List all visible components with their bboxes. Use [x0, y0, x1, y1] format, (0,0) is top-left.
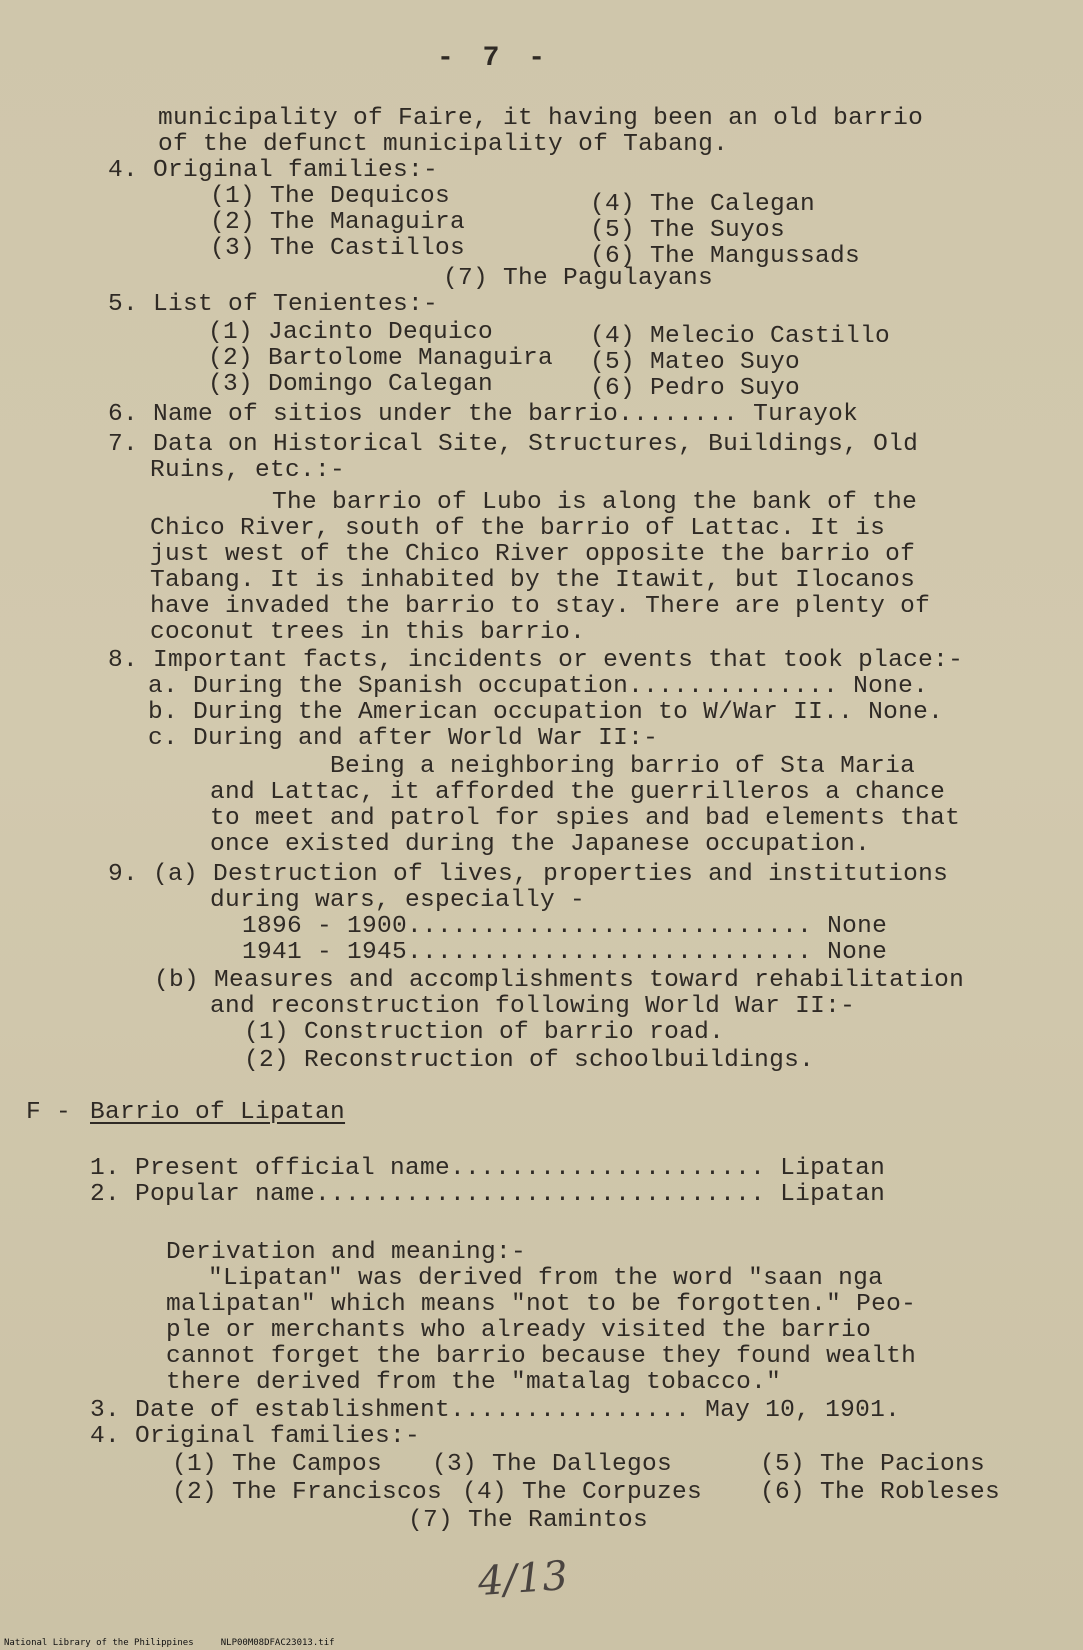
intro-line-1: municipality of Faire, it having been an old barrio [158, 105, 924, 132]
destruction-item: 1896 - 1900........................... None [242, 913, 888, 940]
measure-item: (1) Construction of barrio road. [244, 1019, 725, 1046]
derivation-text-line: cannot forget the barrio because they found wealth [166, 1343, 917, 1370]
measures-heading: (b) Measures and accomplishments toward rehabilitation [154, 967, 965, 994]
lipatan-families-heading: 4. Original families:- [90, 1423, 421, 1450]
family-item: (2) The Franciscos [172, 1479, 443, 1506]
destruction-heading-cont: during wars, especially - [210, 887, 586, 914]
derivation-heading: Derivation and meaning:- [166, 1239, 527, 1266]
historical-text-line: Tabang. It is inhabited by the Itawit, but Ilocanos [150, 567, 916, 594]
historical-text-line: just west of the Chico River opposite the barrio of [150, 541, 916, 568]
historical-text-line: Chico River, south of the barrio of Lattac. It is [150, 515, 886, 542]
events-heading: 8. Important facts, incidents or events that took place:- [108, 647, 964, 674]
family-item: (5) The Pacions [760, 1451, 986, 1478]
wwii-text-line: and Lattac, it afforded the guerrilleros a chance [210, 779, 946, 806]
teniente-item: (5) Mateo Suyo [590, 349, 801, 376]
family-item: (1) The Dequicos [210, 183, 451, 210]
historical-text-line: coconut trees in this barrio. [150, 619, 586, 646]
family-item: (4) The Calegan [590, 191, 816, 218]
handwritten-mark: 4/13 [476, 1552, 570, 1606]
intro-line-2: of the defunct municipality of Tabang. [158, 131, 729, 158]
family-item: (5) The Suyos [590, 217, 786, 244]
historical-text-line: have invaded the barrio to stay. There are plenty of [150, 593, 931, 620]
derivation-text-line: "Lipatan" was derived from the word "saan nga [208, 1265, 884, 1292]
historical-text-line: The barrio of Lubo is along the bank of the [272, 489, 918, 516]
archive-footer: National Library of the Philippines NLP00M08DFAC23013.tif [4, 1638, 335, 1648]
teniente-item: (4) Melecio Castillo [590, 323, 891, 350]
families-heading: 4. Original families:- [108, 157, 439, 184]
teniente-item: (1) Jacinto Dequico [208, 319, 494, 346]
family-item: (1) The Campos [172, 1451, 383, 1478]
section-letter: F - [26, 1099, 72, 1126]
page-number: - 7 - [437, 43, 552, 74]
section-title: Barrio of Lipatan [90, 1099, 346, 1126]
official-name-line: 1. Present official name..................... Lipatan [90, 1155, 886, 1182]
family-item: (6) The Mangussads [590, 243, 861, 270]
family-item: (6) The Robleses [760, 1479, 1001, 1506]
event-item: b. During the American occupation to W/War II.. None. [148, 699, 944, 726]
family-item: (3) The Dallegos [432, 1451, 673, 1478]
measures-heading-cont: and reconstruction following World War II:- [210, 993, 856, 1020]
tenientes-heading: 5. List of Tenientes:- [108, 291, 439, 318]
family-item: (3) The Castillos [210, 235, 466, 262]
popular-name-line: 2. Popular name.............................. Lipatan [90, 1181, 886, 1208]
wwii-text-line: Being a neighboring barrio of Sta Maria [330, 753, 916, 780]
wwii-text-line: to meet and patrol for spies and bad elements that [210, 805, 961, 832]
wwii-text-line: once existed during the Japanese occupation. [210, 831, 871, 858]
derivation-text-line: malipatan" which means "not to be forgotten." Peo- [166, 1291, 917, 1318]
family-item: (7) The Ramintos [408, 1507, 649, 1534]
derivation-text-line: there derived from the "matalag tobacco." [166, 1369, 782, 1396]
sitios-line: 6. Name of sitios under the barrio........ Turayok [108, 401, 859, 428]
family-item: (2) The Managuira [210, 209, 466, 236]
teniente-item: (6) Pedro Suyo [590, 375, 801, 402]
event-item: a. During the Spanish occupation.............. None. [148, 673, 929, 700]
family-item: (4) The Corpuzes [462, 1479, 703, 1506]
destruction-item: 1941 - 1945........................... None [242, 939, 888, 966]
historical-heading-cont: Ruins, etc.:- [150, 457, 346, 484]
teniente-item: (2) Bartolome Managuira [208, 345, 554, 372]
measure-item: (2) Reconstruction of schoolbuildings. [244, 1047, 815, 1074]
destruction-heading: 9. (a) Destruction of lives, properties and institutions [108, 861, 949, 888]
establishment-line: 3. Date of establishment................ May 10, 1901. [90, 1397, 901, 1424]
event-item: c. During and after World War II:- [148, 725, 659, 752]
family-item: (7) The Pagulayans [443, 265, 714, 292]
derivation-text-line: ple or merchants who already visited the barrio [166, 1317, 872, 1344]
teniente-item: (3) Domingo Calegan [208, 371, 494, 398]
historical-heading: 7. Data on Historical Site, Structures, Buildings, Old [108, 431, 919, 458]
